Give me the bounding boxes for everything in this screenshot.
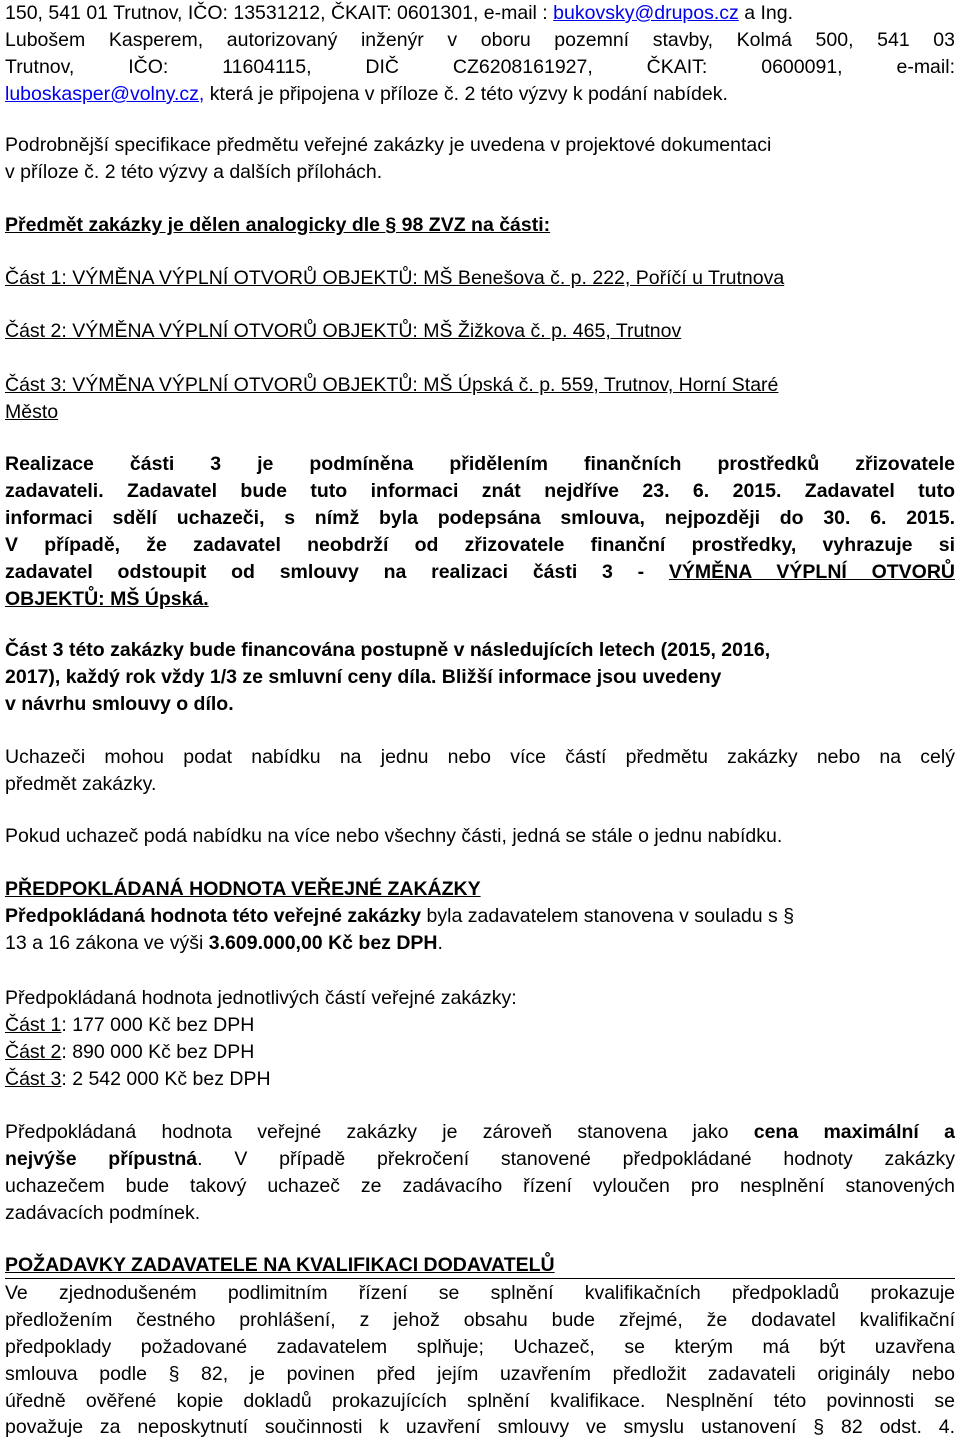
part-value-3 — [5, 1066, 955, 1093]
part-sep: : — [61, 1068, 73, 1090]
condition-line-6 — [5, 586, 955, 613]
part-3-title-line-2: Město — [5, 401, 59, 423]
condition-line-4: V případě, že zadavatel neobdrží od zřizovatele finanční prostředky, vyhrazuje si — [5, 534, 955, 556]
part-label: Část 3 — [5, 1068, 62, 1090]
contact-text: která je připojena v příloze č. 2 této výzvy k podání nabídek. — [204, 83, 728, 105]
qualification-rule — [5, 1278, 955, 1279]
contact-line-2: Lubošem Kasperem, autorizovaný inženýr v oboru pozemní stavby, Kolmá 500, 541 03 — [5, 29, 955, 51]
value-total: 3.609.000,00 Kč bez DPH — [208, 932, 438, 954]
qualification-line-4: smlouva podle § 82, je povinen před jejím uzavřením předložit zadavateli originály nebo — [5, 1363, 955, 1385]
division-heading: Předmět zakázky je dělen analogicky dle § 98 ZVZ na části: — [5, 214, 551, 236]
part-sep: : — [61, 1014, 73, 1036]
part-value-2 — [5, 1039, 955, 1066]
max-line-3: uchazečem bude takový uchazeč ze zadávacího řízení vyloučen pro nesplnění stanovených — [5, 1175, 955, 1197]
contact-text: a Ing. — [738, 2, 793, 24]
qualification-line-2: předložením čestného prohlášení, z jehož obsahu bude zřejmé, že dodavatel kvalifikační — [5, 1309, 955, 1331]
max-text: Předpokládaná hodnota veřejné zakázky je zároveň stanovena jako — [5, 1121, 754, 1143]
qualification-heading: POŽADAVKY ZADAVATELE NA KVALIFIKACI DODAVATELŮ — [5, 1254, 555, 1276]
max-bold: nejvýše přípustná — [5, 1148, 198, 1170]
contact-line-3: Trutnov, IČO: 11604115, DIČ CZ6208161927, ČKAIT: 0600091, e-mail: — [5, 56, 955, 78]
contact-text: 150, 541 01 Trutnov, IČO: 13531212, ČKAIT: 0601301, e-mail : — [5, 2, 554, 24]
value-text: 13 a 16 zákona ve výši — [5, 932, 209, 954]
part-label: Část 1 — [5, 1014, 62, 1036]
max-line-1 — [5, 1119, 955, 1146]
condition-line-5 — [5, 559, 955, 586]
parts-intro: Předpokládaná hodnota jednotlivých částí veřejné zakázky: — [5, 987, 517, 1009]
financing-line-1: Část 3 této zakázky bude financována postupně v následujících letech (2015, 2016, — [5, 639, 771, 661]
offers-line-3: Pokud uchazeč podá nabídku na více nebo všechny části, jedná se stále o jednu nabídku. — [5, 825, 783, 847]
part-value-1 — [5, 1012, 955, 1039]
condition-underlined: VÝMĚNA VÝPLNÍ OTVORŮ — [668, 561, 955, 583]
contact-line-1 — [5, 0, 955, 27]
value-line-2 — [5, 930, 955, 957]
condition-line-3: informaci sdělí uchazeči, s nímž byla podepsána smlouva, nejpozději do 30. 6. 2015. — [5, 507, 955, 529]
condition-underlined: OBJEKTŮ: MŠ Úpská. — [5, 588, 209, 610]
email-link-bukovsky[interactable]: bukovsky@drupos.cz — [553, 2, 739, 24]
part-2-title: Část 2: VÝMĚNA VÝPLNÍ OTVORŮ OBJEKTŮ: MŠ Žižkova č. p. 465, Trutnov — [5, 320, 682, 342]
value-text: . — [437, 932, 443, 954]
part-3-title-line-1: Část 3: VÝMĚNA VÝPLNÍ OTVORŮ OBJEKTŮ: MŠ Úpská č. p. 559, Trutnov, Horní Staré — [5, 374, 779, 396]
qualification-line-6: považuje za neposkytnutí součinnosti k uzavření smlouvy ve smyslu ustanovení § 82 odst. 4. — [5, 1416, 955, 1438]
part-amount: 2 542 000 Kč bez DPH — [72, 1068, 271, 1090]
part-amount: 177 000 Kč bez DPH — [72, 1014, 255, 1036]
offers-line-1: Uchazeči mohou podat nabídku na jednu nebo více částí předmětu zakázky nebo na celý — [5, 746, 955, 768]
condition-line-1: Realizace části 3 je podmíněna přidělením finančních prostředků zřizovatele — [5, 453, 955, 475]
max-line-4: zadávacích podmínek. — [5, 1202, 201, 1224]
condition-line-2: zadavateli. Zadavatel bude tuto informaci znát nejdříve 23. 6. 2015. Zadavatel tuto — [5, 480, 955, 502]
part-1-title: Část 1: VÝMĚNA VÝPLNÍ OTVORŮ OBJEKTŮ: MŠ Benešova č. p. 222, Poříčí u Trutnova — [5, 267, 785, 289]
value-heading: PŘEDPOKLÁDANÁ HODNOTA VEŘEJNÉ ZAKÁZKY — [5, 878, 481, 900]
spec-line-2: v příloze č. 2 této výzvy a dalších přílohách. — [5, 161, 383, 183]
max-bold: cena maximální a — [753, 1121, 955, 1143]
contact-line-4 — [5, 81, 955, 108]
value-text: byla zadavatelem stanovena v souladu s § — [421, 905, 795, 927]
qualification-line-3: předpoklady požadované zadavatelem splňuje; Uchazeč, se kterým má být uzavřena — [5, 1336, 955, 1358]
value-bold: Předpokládaná hodnota této veřejné zakázky — [5, 905, 422, 927]
max-text: . V případě překročení stanovené předpokládané hodnoty zakázky — [197, 1148, 955, 1170]
spec-line-1: Podrobnější specifikace předmětu veřejné zakázky je uvedena v projektové dokumentaci — [5, 134, 772, 156]
financing-line-3: v návrhu smlouvy o dílo. — [5, 693, 234, 715]
qualification-line-1: Ve zjednodušeném podlimitním řízení se splnění kvalifikačních předpokladů prokazuje — [5, 1282, 955, 1304]
financing-line-2: 2017), každý rok vždy 1/3 ze smluvní ceny díla. Bližší informace jsou uvedeny — [5, 666, 722, 688]
part-amount: 890 000 Kč bez DPH — [72, 1041, 255, 1063]
value-line-1 — [5, 903, 955, 930]
max-line-2 — [5, 1146, 955, 1173]
offers-line-2: předmět zakázky. — [5, 773, 157, 795]
condition-text: zadavatel odstoupit od smlouvy na realizaci části 3 - — [5, 561, 669, 583]
email-link-kasper[interactable]: luboskasper@volny.cz, — [5, 83, 205, 105]
part-sep: : — [61, 1041, 73, 1063]
qualification-line-5: úředně ověřené kopie dokladů prokazujících splnění kvalifikace. Nesplnění této povinnosti se — [5, 1390, 955, 1412]
part-label: Část 2 — [5, 1041, 62, 1063]
